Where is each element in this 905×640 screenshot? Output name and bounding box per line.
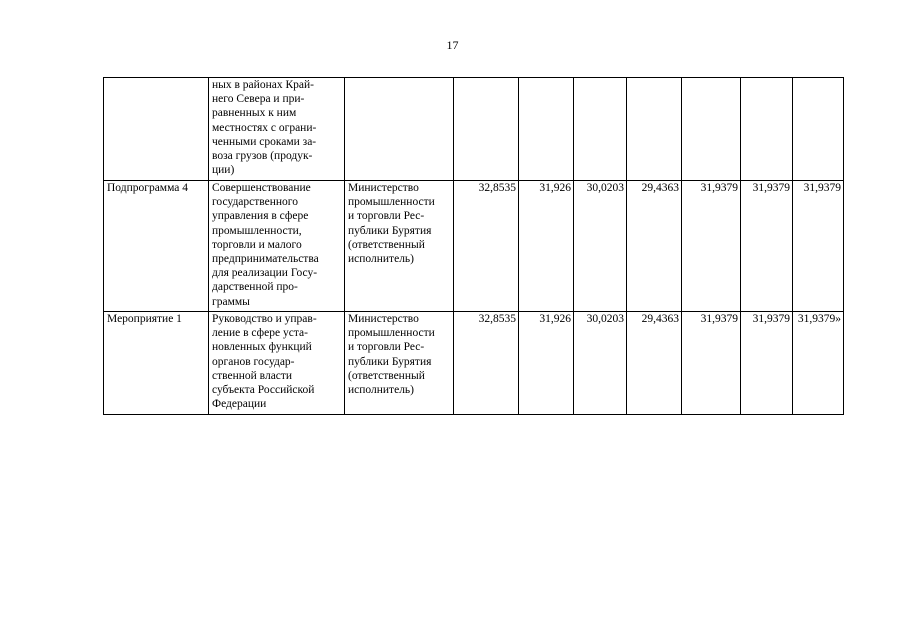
value-cell: 32,8535 xyxy=(454,181,519,312)
value-cell xyxy=(454,78,519,181)
value-cell: 30,0203 xyxy=(574,312,627,415)
value-cell xyxy=(519,78,574,181)
executor-cell: Министерство промышленности и торговли Рес- публики Бурятия (ответственный исполнитель) xyxy=(345,181,454,312)
value-cell: 31,9379 xyxy=(682,312,741,415)
value-cell: 31,9379 xyxy=(682,181,741,312)
value-cell xyxy=(682,78,741,181)
value-cell: 31,9379 xyxy=(793,181,844,312)
value-cell xyxy=(793,78,844,181)
name-cell: ных в районах Край- него Севера и при- равненных к ним местностях с ограни- ченными сроками за- воза грузов (продук- ции) xyxy=(209,78,345,181)
name-cell: Совершенствование государственного управления в сфере промышленности, торговли и малого предпринимательства для реализации Госу- дарственной про- граммы xyxy=(209,181,345,312)
status-cell: Подпрограмма 4 xyxy=(104,181,209,312)
value-cell: 31,926 xyxy=(519,181,574,312)
table-row-activity xyxy=(104,312,844,415)
value-cell: 31,926 xyxy=(519,312,574,415)
status-cell xyxy=(104,78,209,181)
value-cell xyxy=(574,78,627,181)
value-cell: 32,8535 xyxy=(454,312,519,415)
executor-cell: Министерство промышленности и торговли Рес- публики Бурятия (ответственный исполнитель) xyxy=(345,312,454,415)
status-cell: Мероприятие 1 xyxy=(104,312,209,415)
value-cell: 30,0203 xyxy=(574,181,627,312)
value-cell: 31,9379 xyxy=(741,312,793,415)
value-cell xyxy=(627,78,682,181)
table-row-continued xyxy=(104,78,844,181)
name-cell: Руководство и управ- ление в сфере уста- новленных функций органов государ- ственной власти субъекта Российской Федерации xyxy=(209,312,345,415)
value-cell: 31,9379» xyxy=(793,312,844,415)
executor-cell xyxy=(345,78,454,181)
value-cell: 31,9379 xyxy=(741,181,793,312)
page-number: 17 xyxy=(446,38,459,52)
value-cell xyxy=(741,78,793,181)
value-cell: 29,4363 xyxy=(627,181,682,312)
program-table xyxy=(103,77,844,415)
value-cell: 29,4363 xyxy=(627,312,682,415)
table-row-subprogram xyxy=(104,181,844,312)
